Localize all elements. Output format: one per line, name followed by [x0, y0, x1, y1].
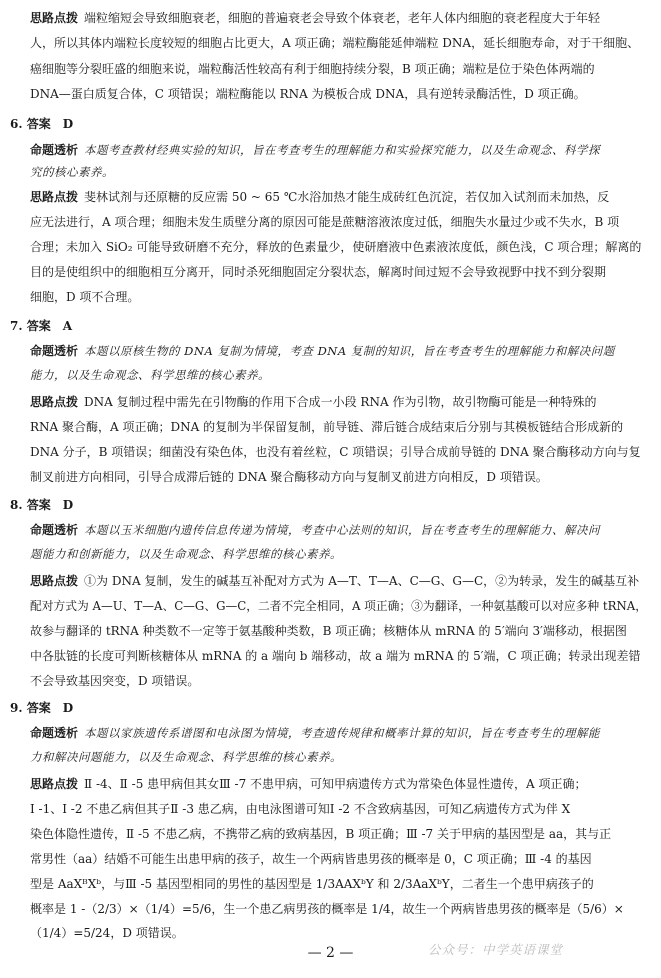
q8-thinking-line-1: 思路点拨 ①为 DNA 复制，发生的碱基互补配对方式为 A—T、T—A、C—G、G—C，②为转录，发生的碱基互补 [30, 574, 640, 588]
q6-thinking-line-2: 应无法进行，A 项合理；细胞未发生质壁分离的原因可能是蔗糖溶液浓度过低，细胞失水量过少或不失水，B 项 [30, 215, 620, 229]
q9-thinking-line-6: 概率是 1 -（2/3）×（1/4）=5/6，生一个患乙病男孩的概率是 1/4，故生一个两病皆患男孩的概率是（5/6）× [30, 902, 624, 916]
q6-thinking-line-3: 合理；未加入 SiO₂ 可能导致研磨不充分，释放的色素量少，使研磨液中色素液浓度低，颜色浅，C 项合理；解离的 [30, 240, 642, 254]
q9-thinking-line-3: 染色体隐性遗传，Ⅱ -5 不患乙病，不携带乙病的致病基因，B 项正确；Ⅲ -7 关于甲病的基因型是 aa，其与正 [30, 827, 612, 841]
q7-answer: 7. 答案 A [10, 319, 73, 333]
q8-intent-line-1: 命题透析 本题以玉米细胞内遗传信息传递为情境，考查中心法则的知识，旨在考查考生的理解能力、解决问 [30, 523, 601, 537]
q7-thinking-line-4: 制叉前进方向相同，引导合成滞后链的 DNA 聚合酶移动方向与复制叉前进方向相反，D 项错误。 [30, 470, 548, 484]
q8-thinking-line-5: 不会导致基因突变，D 项错误。 [30, 674, 200, 688]
q9-intent-line-1: 命题透析 本题以家族遗传系谱图和电泳图为情境，考查遗传规律和概率计算的知识，旨在考查考生的理解能 [30, 726, 601, 740]
q7-intent-line-1: 命题透析 本题以原核生物的 DNA 复制为情境，考查 DNA 复制的知识，旨在考查考生的理解能力和解决问题 [30, 344, 615, 358]
q5-thinking-line-4: DNA—蛋白质复合体，C 项错误；端粒酶能以 RNA 为模板合成 DNA，具有逆转录酶活性，D 项正确。 [30, 87, 586, 101]
q7-intent-line-2: 能力，以及生命观念、科学思维的核心素养。 [30, 368, 270, 382]
q6-thinking-line-5: 细胞，D 项不合理。 [30, 290, 140, 304]
q7-thinking-line-3: DNA 分子，B 项错误；细菌没有染色体，也没有着丝粒，C 项错误；引导合成前导链的 DNA 聚合酶移动方向与复 [30, 445, 641, 459]
q7-thinking-line-2: RNA 聚合酶，A 项正确；DNA 的复制为半保留复制，前导链、滞后链合成结束后分别与其模板链结合形成新的 [30, 420, 624, 434]
q9-thinking-line-5: 型是 AaXᴮXᵇ，与Ⅲ -5 基因型相同的男性的基因型是 1/3AAXᵇY 和 2/3AaXᵇY，二者生一个患甲病孩子的 [30, 877, 594, 891]
q8-answer: 8. 答案 D [10, 498, 74, 512]
q9-answer: 9. 答案 D [10, 701, 74, 715]
q8-thinking-line-4: 中各肽链的长度可判断核糖体从 mRNA 的 a 端向 b 端移动，故 a 端为 mRNA 的 5′端，C 项正确；转录出现差错 [30, 649, 641, 663]
q6-intent-line-2: 究的核心素养。 [30, 165, 114, 179]
q5-thinking-line-1: 思路点拨 端粒缩短会导致细胞衰老，细胞的普遍衰老会导致个体衰老，老年人体内细胞的衰老程度大于年轻 [30, 11, 601, 25]
q5-thinking-line-3: 癌细胞等分裂旺盛的细胞来说，端粒酶活性较高有利于细胞持续分裂，B 项正确；端粒是位于染色体两端的 [30, 62, 595, 76]
q9-thinking-line-1: 思路点拨 Ⅱ -4、Ⅱ -5 患甲病但其女Ⅲ -7 不患甲病，可知甲病遗传方式为常染色体显性遗传，A 项正确； [30, 777, 587, 791]
watermark: 公众号：中学英语课堂 [428, 942, 564, 957]
q8-thinking-line-3: 故参与翻译的 tRNA 种类数不一定等于氨基酸种类数，B 项正确；核糖体从 mRNA 的 5′端向 3′端移动，根据图 [30, 624, 627, 638]
q9-intent-line-2: 力和解决问题能力，以及生命观念、科学思维的核心素养。 [30, 750, 342, 764]
q6-answer: 6. 答案 D [10, 117, 74, 131]
q8-intent-line-2: 题能力和创新能力，以及生命观念、科学思维的核心素养。 [30, 547, 342, 561]
q9-thinking-line-7: （1/4）=5/24，D 项错误。 [30, 926, 184, 940]
q5-thinking-label: 思路点拨 [30, 11, 79, 25]
q6-thinking-line-4: 目的是使组织中的细胞相互分离开，同时杀死细胞固定分裂状态，解离时间过短不会导致视野中找不到分裂期 [30, 265, 607, 279]
q7-thinking-line-1: 思路点拨 DNA 复制过程中需先在引物酶的作用下合成一小段 RNA 作为引物，故引物酶可能是一种特殊的 [30, 395, 597, 409]
q6-intent-line-1: 命题透析 本题考查教材经典实验的知识，旨在考查考生的理解能力和实验探究能力，以及生命观念、科学探 [30, 143, 601, 157]
q9-thinking-line-2: Ⅰ -1、Ⅰ -2 不患乙病但其子Ⅱ -3 患乙病，由电泳图谱可知Ⅰ -2 不含致病基因，可知乙病遗传方式为伴 X [30, 802, 571, 816]
page-number: — 2 — [307, 945, 354, 961]
q5-thinking-line-2: 人，所以其体内端粒长度较短的细胞占比更大，A 项正确；端粒酶能延伸端粒 DNA，延长细胞寿命，对于干细胞、 [30, 36, 640, 50]
q9-thinking-line-4: 常男性（aa）结婚不可能生出患甲病的孩子，故生一个两病皆患男孩的概率是 0，C 项正确；Ⅲ -4 的基因 [30, 852, 592, 866]
q8-thinking-line-2: 配对方式为 A—U、T—A、C—G、G—C，二者不完全相同，A 项正确；③为翻译，一种氨基酸可以对应多种 tRNA， [30, 599, 647, 613]
q6-thinking-line-1: 思路点拨 斐林试剂与还原糖的反应需 50 ~ 65 ℃水浴加热才能生成砖红色沉淀，若仅加入试剂而未加热，反 [30, 190, 610, 204]
